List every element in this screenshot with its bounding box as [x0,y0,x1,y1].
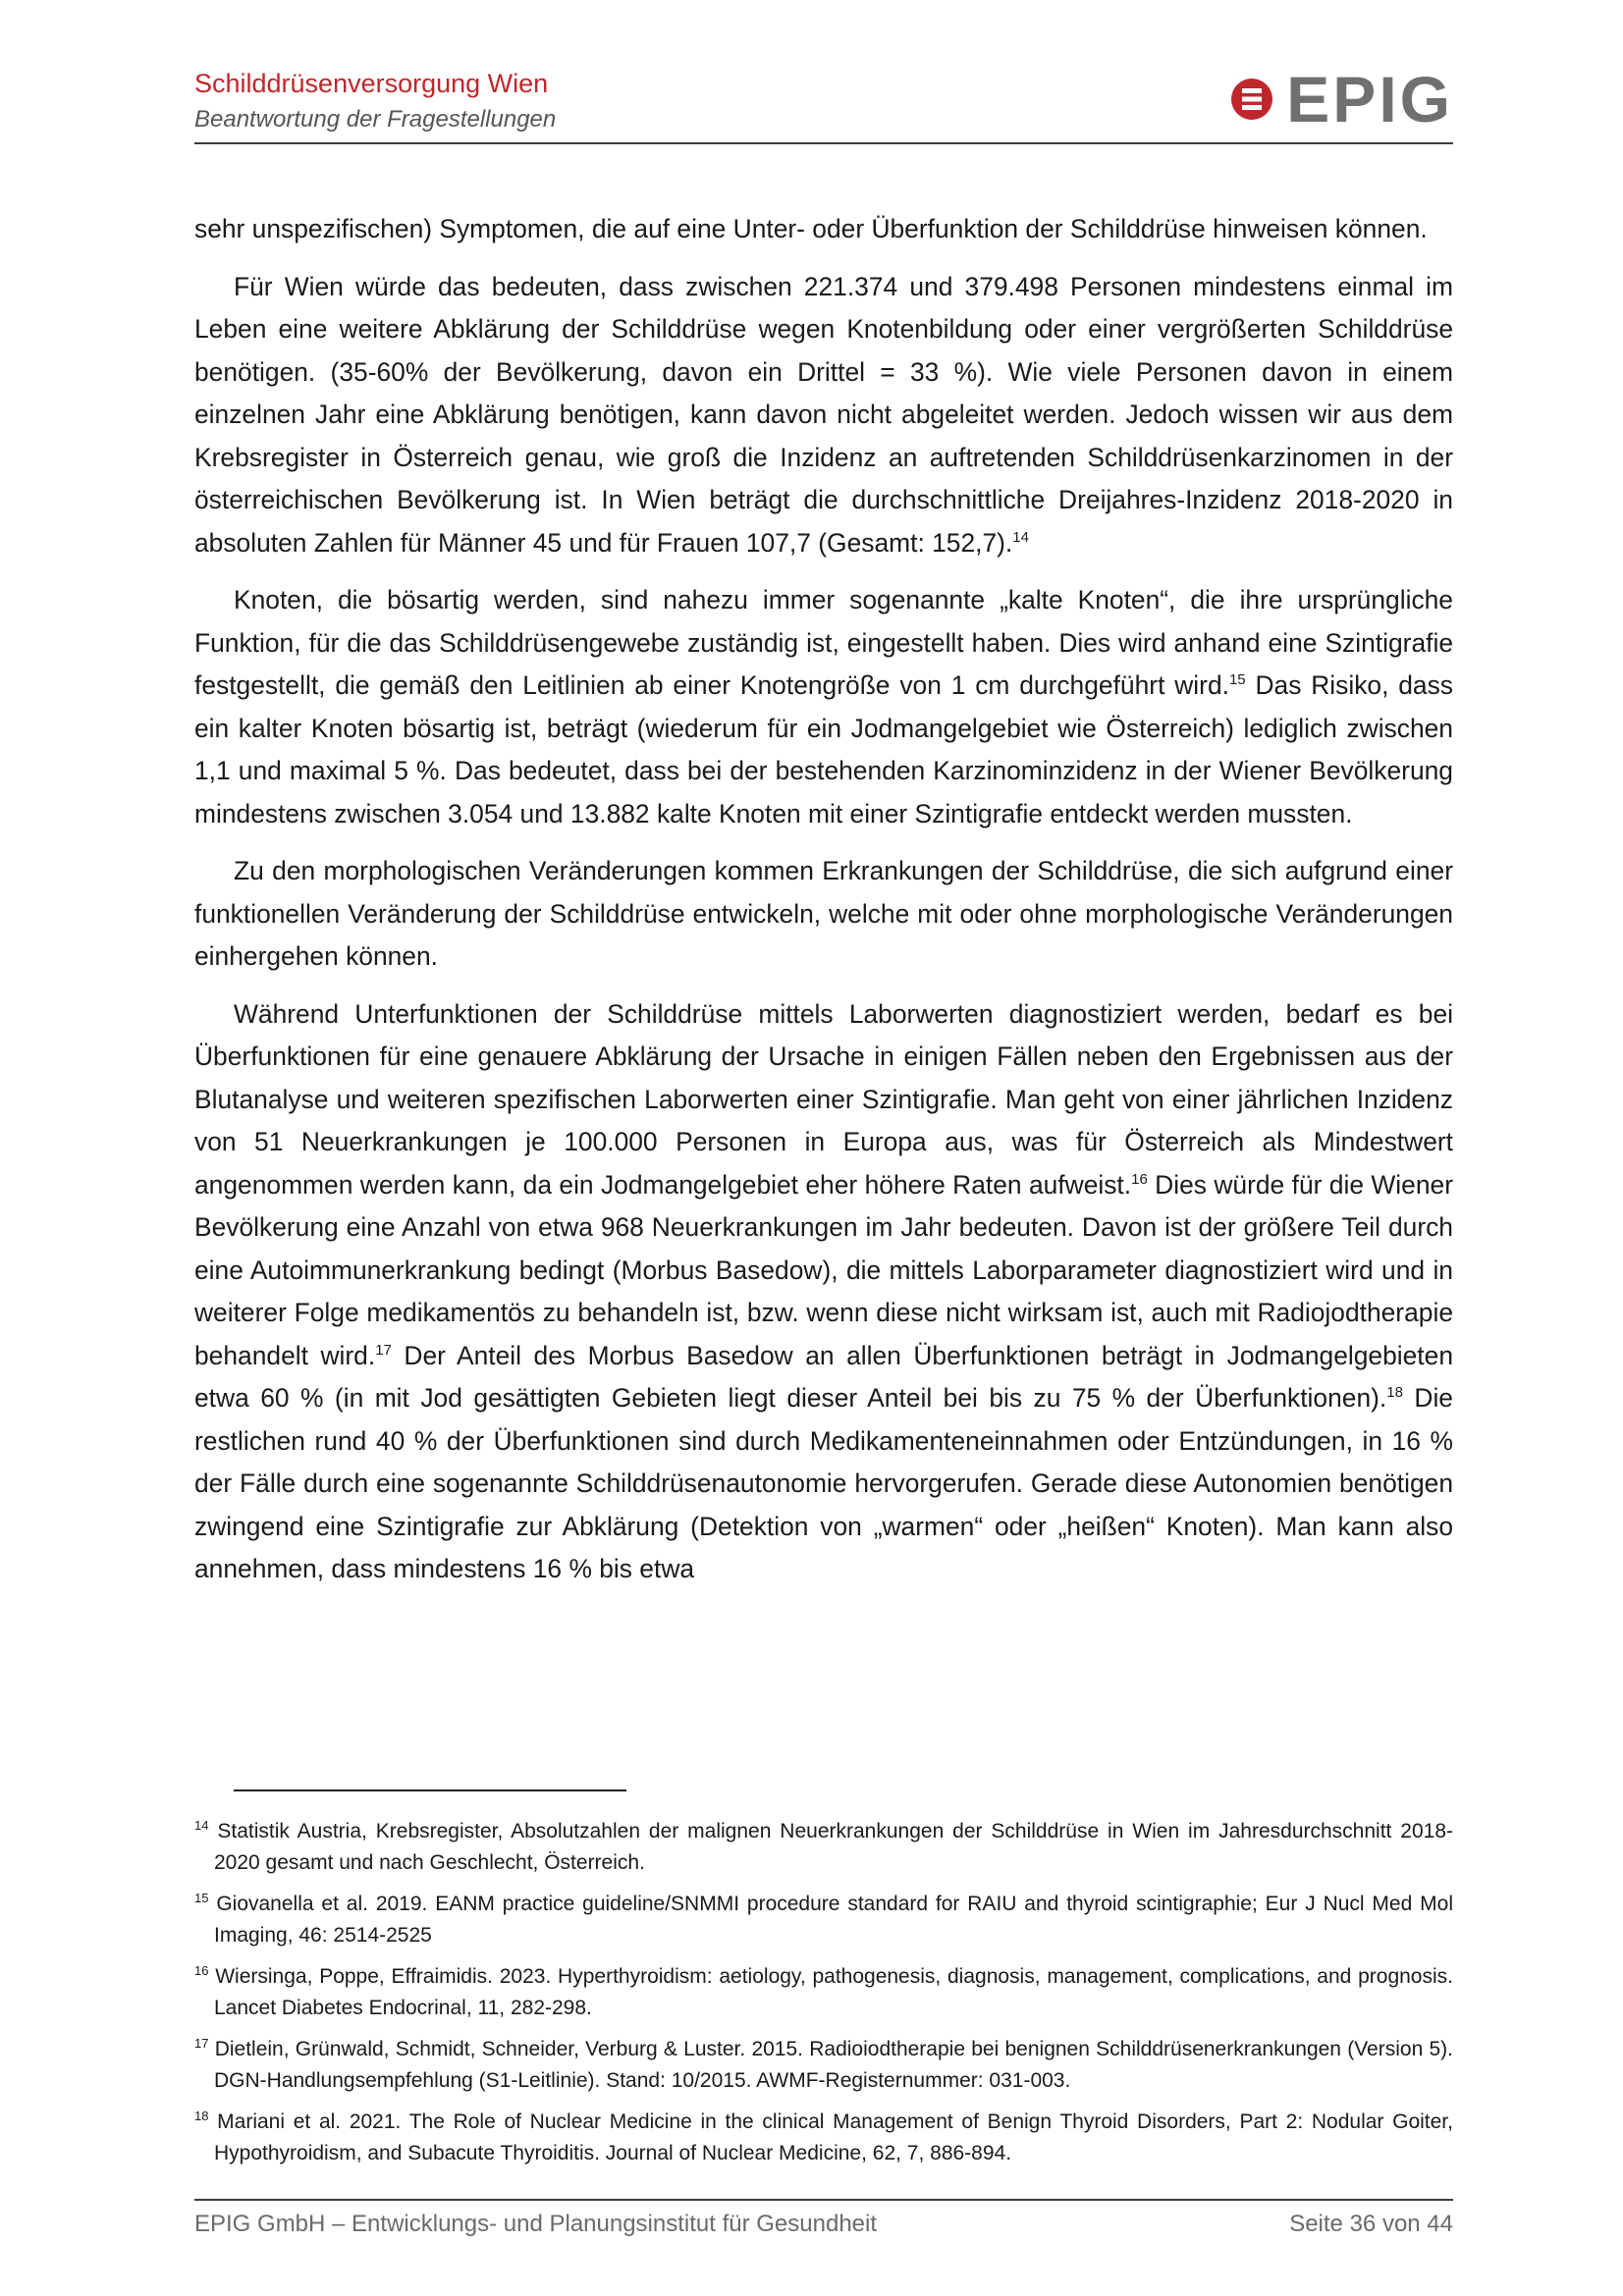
paragraph-5 [194,993,1453,1591]
paragraph-2 [194,266,1453,565]
footnote-number: 18 [194,2109,209,2123]
paragraph-5-text-c: Der Anteil des Morbus Basedow an allen Überfunktionen beträgt in Jodmangelgebieten etwa 60 % (in mit Jod gesättigten Gebieten liegt dieser Anteil bei bis zu 75 % der Überfunktionen). [194,1340,1453,1413]
footnote-separator [234,1789,626,1791]
footnote-ref-15: 15 [1228,671,1246,689]
paragraph-1: sehr unspezifischen) Symptomen, die auf eine Unter- oder Überfunktion der Schilddrüse hinweisen können. [194,214,1428,243]
paragraph-5-text-a: Während Unterfunktionen der Schilddrüse mittels Laborwerten diagnostiziert werden, bedarf es bei Überfunktionen für eine genauere Abklärung der Ursache in einigen Fällen neben den Ergebnissen aus der Blutanalyse und weiteren spezifischen Laborwerten einer Szintigrafie. Man geht von einer jährlichen Inzidenz von 51 Neuerkrankungen je 100.000 Personen in Europa aus, was für Österreich als Mindestwert angenommen werden kann, da ein Jodmangelgebiet eher höhere Raten aufweist. [194,998,1453,1200]
paragraph-2-text: Für Wien würde das bedeuten, dass zwischen 221.374 und 379.498 Personen mindestens einmal im Leben eine weitere Abklärung der Schilddrüse wegen Knotenbildung oder einer vergrößerten Schilddrüse benötigen. (35-60% der Bevölkerung, davon ein Drittel = 33 %). Wie viele Personen davon in einem einzelnen Jahr eine Abklärung benötigen, kann davon nicht abgeleitet werden. Jedoch wissen wir aus dem Krebsregister in Österreich genau, wie groß die Inzidenz an auftretenden Schilddrüsenkarzinomen in der österreichischen Bevölkerung ist. In Wien beträgt die durchschnittliche Dreijahres-Inzidenz 2018-2020 in absoluten Zahlen für Männer 45 und für Frauen 107,7 (Gesamt: 152,7). [194,271,1453,558]
page-header [194,63,1453,144]
footnote-number: 14 [194,1818,209,1833]
footnote-text: Mariani et al. 2021. The Role of Nuclear Medicine in the clinical Management of Benign Thyroid Disorders, Part 2: Nodular Goiter, Hypothyroidism, and Subacute Thyroiditis. Journal of Nuclear Medicine, 62, 7, 886-894. [214,2110,1453,2164]
paragraph-4: Zu den morphologischen Veränderungen kommen Erkrankungen der Schilddrüse, die sich aufgrund einer funktionellen Veränderung der Schilddrüse entwickeln, welche mit oder ohne morphologische Veränderungen einhergehen können. [194,856,1453,971]
logo-text: EPIG [1286,63,1453,135]
footnote-ref-16: 16 [1131,1170,1148,1188]
footnote-text: Giovanella et al. 2019. EANM practice guideline/SNMMI procedure standard for RAIU and thyroid scintigraphie; Eur J Nucl Med Mol Imaging, 46: 2514-2525 [214,1893,1453,1947]
document-subtitle: Beantwortung der Fragestellungen [194,106,557,133]
epig-logo [1231,63,1453,135]
footnote-ref-14: 14 [1012,528,1029,546]
page-number: Seite 36 von 44 [1289,2211,1453,2237]
footnote-14 [194,1816,1453,1879]
document-title: Schilddrüsenversorgung Wien [194,69,549,98]
page-footer [194,2199,1453,2238]
footnote-16 [194,1961,1453,2024]
footnotes [194,1816,1453,2179]
footnote-ref-17: 17 [375,1341,392,1359]
epig-logo-icon [1231,79,1272,120]
paragraph-5-text-d: Die restlichen rund 40 % der Überfunktionen sind durch Medikamenteneinnahmen oder Entzündungen, in 16 % der Fälle durch eine sogenannte Schilddrüsenautonomie hervorgerufen. Gerade diese Autonomien benötigen zwingend eine Szintigrafie zur Abklärung (Detektion von „warmen“ oder „heißen“ Knoten). Man kann also annehmen, dass mindestens 16 % bis etwa [194,1383,1453,1583]
footnote-17 [194,2034,1453,2097]
footnote-text: Statistik Austria, Krebsregister, Absolutzahlen der malignen Neuerkrankungen der Schilddrüse in Wien im Jahresdurchschnitt 2018-2020 gesamt und nach Geschlecht, Österreich. [214,1820,1453,1874]
paragraph-5-text-b: Dies würde für die Wiener Bevölkerung eine Anzahl von etwa 968 Neuerkrankungen im Jahr bedeuten. Davon ist der größere Teil durch eine Autoimmunerkrankung bedingt (Morbus Basedow), die mittels Laborparameter diagnostiziert wird und in weiterer Folge medikamentös zu behandeln ist, bzw. wenn diese nicht wirksam ist, auch mit Radiojodtherapie behandelt wird. [194,1169,1453,1370]
footnote-text: Dietlein, Grünwald, Schmidt, Schneider, Verburg & Luster. 2015. Radioiodtherapie bei benignen Schilddrüsenerkrankungen (Version 5). DGN-Handlungsempfehlung (S1-Leitlinie). Stand: 10/2015. AWMF-Registernummer: 031-003. [214,2038,1453,2092]
paragraph-3-text-a: Knoten, die bösartig werden, sind nahezu immer sogenannte „kalte Knoten“, die ihre ursprüngliche Funktion, für die das Schilddrüsengewebe zuständig ist, eingestellt haben. Dies wird anhand eine Szintigrafie festgestellt, die gemäß den Leitlinien ab einer Knotengröße von 1 cm durchgeführt wird. [194,585,1453,700]
footnote-number: 16 [194,1963,209,1978]
footnote-15 [194,1889,1453,1951]
paragraph-3 [194,579,1453,835]
footnote-number: 15 [194,1891,209,1905]
main-text [194,208,1453,1606]
footer-organization: EPIG GmbH – Entwicklungs- und Planungsinstitut für Gesundheit [194,2211,878,2237]
footnote-number: 17 [194,2036,209,2051]
footnote-text: Wiersinga, Poppe, Effraimidis. 2023. Hyperthyroidism: aetiology, pathogenesis, diagnosis, management, complications, and prognosis. Lancet Diabetes Endocrinal, 11, 282-298. [214,1965,1453,2019]
footnote-ref-18: 18 [1386,1384,1403,1402]
footnote-18 [194,2107,1453,2169]
paragraph-3-text-b: Das Risiko, dass ein kalter Knoten bösartig ist, beträgt (wiederum für ein Jodmangelgebiet wie Österreich) lediglich zwischen 1,1 und maximal 5 %. Das bedeutet, dass bei der bestehenden Karzinominzidenz in der Wiener Bevölkerung mindestens zwischen 3.054 und 13.882 kalte Knoten mit einer Szintigrafie entdeckt werden mussten. [194,670,1453,828]
